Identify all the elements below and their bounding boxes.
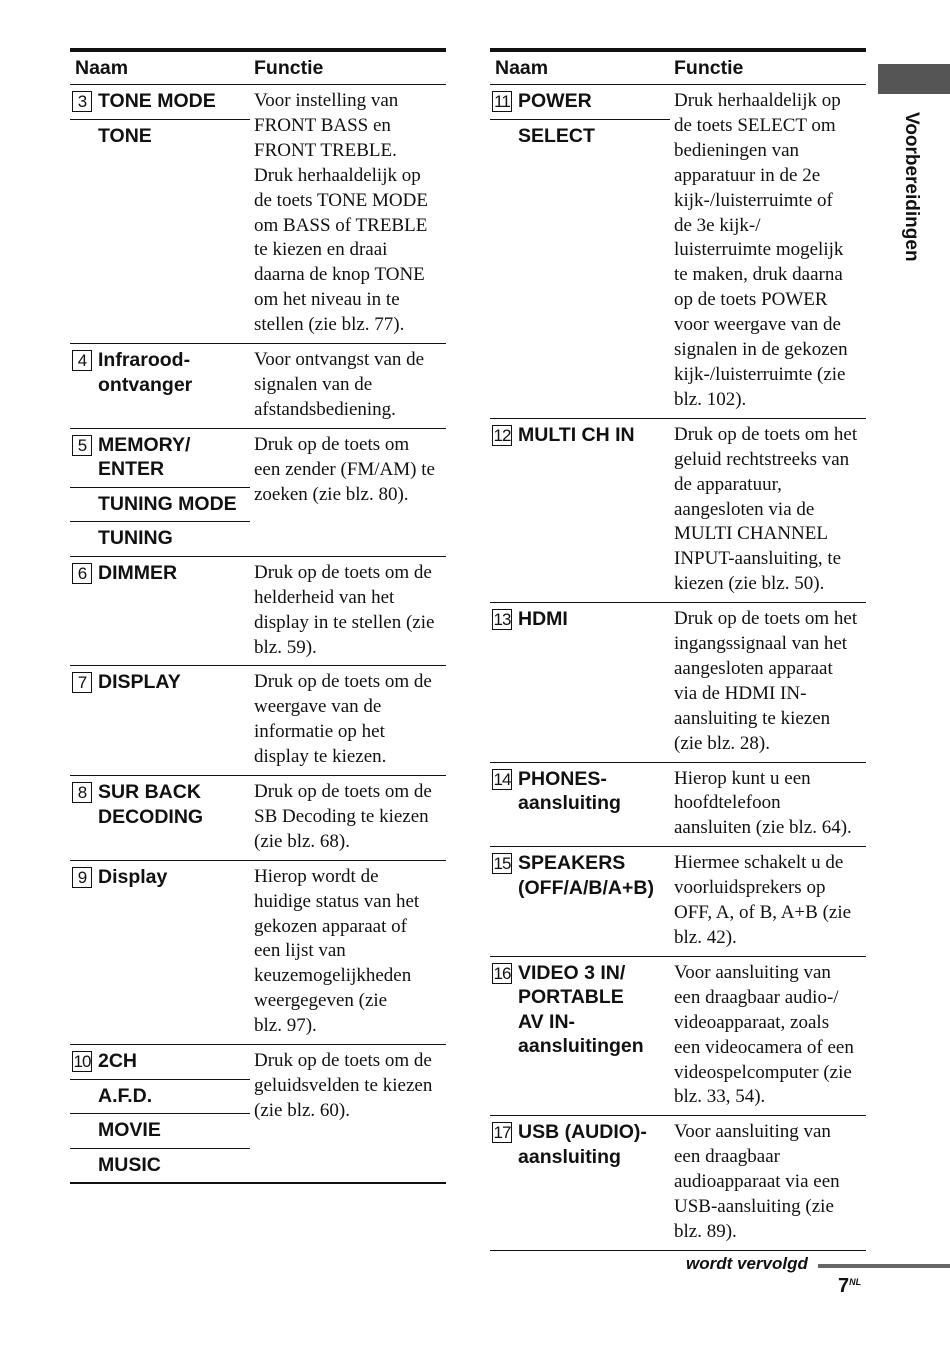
item-name-text: MUSIC [98,1153,161,1176]
item-function-text: Voor aansluiting van een draagbaar audioapparaat via een USB-aansluiting (zie blz. 89). [674,1121,840,1242]
item-name [70,119,250,154]
item-function-text: Druk op de toets om de weergave van de informatie op het display te kiezen. [254,671,432,768]
item-function-text: Hiermee schakelt u de voorluidsprekers op OFF, A, of B, A+B (zie blz. 42). [674,852,852,948]
item-name-text: USB (AUDIO)- aansluiting [518,1121,647,1168]
item-function-cell [250,666,446,776]
item-name-cell [70,666,250,776]
item-name [70,1148,250,1183]
item-name-text: VIDEO 3 IN/ PORTABLE AV IN- aansluitingen [518,961,644,1058]
table-header [70,50,446,85]
item-name-text: MEMORY/ ENTER [98,433,191,481]
item-number-badge: 11 [492,91,512,112]
item-name-text: A.F.D. [98,1084,153,1107]
item-name-cell [70,428,250,556]
item-name [70,487,250,522]
table-row [490,603,866,762]
item-function-cell [250,85,446,344]
table-row [70,666,446,776]
item-number-badge: 16 [493,963,511,983]
table-row [490,418,866,602]
item-name [70,557,250,591]
header-naam: Naam [490,50,670,85]
item-number-badge: 17 [493,1123,511,1143]
item-name [70,1079,250,1114]
item-name-cell [70,556,250,666]
table-row [490,956,866,1115]
right-column [490,48,866,1251]
item-function-text: Hierop kunt u een hoofdtelefoon aansluiten (zie blz. 64). [674,767,852,839]
item-name-cell [490,85,670,419]
item-function-cell [250,1045,446,1184]
item-function-text: Druk op de toets om de SB Decoding te kiezen (zie blz. 68). [254,781,432,852]
item-name [490,119,670,154]
item-name-text: TONE MODE [98,90,216,112]
item-name-text: TUNING MODE [98,492,237,515]
item-number-spacer [72,124,92,149]
item-number-badge: 3 [72,91,92,112]
table-row [70,776,446,861]
item-name-text: DIMMER [98,561,178,584]
item-function-text: Druk op de toets om een zender (FM/AM) te zoeken (zie blz. 80). [254,433,435,505]
item-function-cell [670,603,866,762]
item-function-cell [250,776,446,861]
page-number-value: 7 [838,1275,850,1297]
item-name-text: MULTI CH IN [518,423,635,446]
item-name-cell [490,847,670,957]
item-number-badge: 15 [493,854,511,874]
item-name-text: 2CH [98,1050,138,1073]
table-row [490,762,866,847]
item-function-text: Druk op de toets om de helderheid van het display in te stellen (zie blz. 59). [254,561,435,658]
header-functie: Functie [670,50,866,85]
item-name-text: Display [98,865,168,888]
table-row [490,1116,866,1251]
item-number-badge: 7 [72,672,92,693]
item-function-text: Voor ontvangst van de signalen van de afstandsbediening. [254,349,425,420]
item-number-spacer [492,124,512,149]
table-row [70,860,446,1044]
item-name-text: SPEAKERS (OFF/A/B/A+B) [518,852,654,899]
item-name [490,85,670,119]
item-number-spacer [72,1153,92,1178]
item-name-cell [70,776,250,861]
continued-rule [818,1264,950,1268]
section-tab [878,64,950,94]
item-name [70,666,250,700]
item-function-cell [250,344,446,429]
left-table [70,48,446,1184]
item-name [70,344,250,402]
item-function-cell [670,1116,866,1251]
item-name-text: DISPLAY [98,671,181,694]
item-function-cell [250,428,446,556]
table-row [70,344,446,429]
item-function-text: Druk op de toets om het geluid rechtstreeks van de apparatuur, aangesloten via de MULTI CHANNEL INPUT-aansluiting, te kiezen (zie blz. 50). [674,423,858,595]
item-function-text: Druk op de toets om de geluidsvelden te kiezen (zie blz. 60). [254,1050,433,1121]
item-name [70,521,250,556]
item-name-text: Infrarood- ontvanger [98,349,193,396]
item-name-text: TUNING [98,527,173,550]
table-header [490,50,866,85]
table-row [70,85,446,344]
header-naam: Naam [70,50,250,85]
item-number-badge: 5 [72,435,92,456]
item-number-spacer [72,1118,92,1143]
item-function-cell [250,556,446,666]
header-functie: Functie [250,50,446,85]
item-name-cell [490,603,670,762]
item-function-cell [670,85,866,419]
item-number-badge: 14 [493,769,511,789]
item-name-cell [490,1116,670,1251]
page-number [838,1275,861,1298]
item-name [70,1045,250,1079]
item-number-badge: 12 [493,425,511,445]
item-name [70,776,250,834]
item-name [70,85,250,119]
item-name [70,861,250,895]
item-function-text: Voor aansluiting van een draagbaar audio-/ videoapparaat, zoals een videocamera of een videospelcomputer (zie blz. 33, 54). [674,961,854,1108]
item-name [490,763,670,821]
item-name [490,603,670,637]
item-name-text: HDMI [518,608,568,631]
item-name-cell [490,762,670,847]
item-name-cell [70,860,250,1044]
table-row [70,428,446,556]
item-function-text: Hierop wordt de huidige status van het gekozen apparaat of een lijst van keuzemogelijkheden weergegeven (zie blz. 97). [254,865,420,1037]
item-function-cell [250,860,446,1044]
item-name [490,847,670,905]
item-function-cell [670,418,866,602]
table-row [70,556,446,666]
item-name-text: PHONES- aansluiting [518,767,621,815]
item-name [70,429,250,487]
item-name-text: POWER [518,90,592,112]
continued-label: wordt vervolgd [686,1254,808,1273]
item-name-text: SUR BACK DECODING [98,781,204,828]
item-number-badge: 6 [72,563,92,584]
item-function-text: Druk op de toets om het ingangssignaal van het aangesloten apparaat via de HDMI IN- aansluiting te kiezen (zie blz. 28). [674,608,858,754]
item-number-spacer [72,1084,92,1109]
item-name [490,957,670,1064]
item-function-cell [670,956,866,1115]
item-name [490,1116,670,1174]
item-name [490,419,670,453]
page-number-suffix: NL [849,1277,862,1287]
item-name-cell [70,85,250,344]
right-table [490,48,866,1251]
table-row [70,1045,446,1184]
item-name-text: MOVIE [98,1119,161,1142]
section-label: Voorbereidingen [901,112,922,262]
item-name-text: TONE [98,124,152,147]
item-number-badge: 4 [72,350,92,371]
item-name-cell [70,344,250,429]
item-number-badge: 8 [72,782,92,803]
item-number-spacer [72,492,92,517]
table-row [490,847,866,957]
item-function-text: Voor instelling van FRONT BASS en FRONT TREBLE. Druk herhaaldelijk op de toets TONE MODE om BASS of TREBLE te kiezen en draai daarna de knop TONE om het niveau in te stellen (zie blz. 77). [254,90,428,336]
item-name [70,1113,250,1148]
table-row [490,85,866,419]
item-number-badge: 9 [72,867,92,888]
item-function-text: Druk herhaaldelijk op de toets SELECT om bedieningen van apparatuur in de 2e kijk-/luisterruimte of de 3e kijk-/ luisterruimte mogelijk te maken, druk daarna op de toets POWER voor weergave van de signalen in de gekozen kijk-/luisterruimte (zie blz. 102). [674,90,848,410]
item-name-cell [490,956,670,1115]
item-number-badge: 13 [493,610,511,630]
left-column [70,48,446,1184]
item-name-cell [70,1045,250,1184]
item-function-cell [670,762,866,847]
item-name-cell [490,418,670,602]
item-name-text: SELECT [518,124,595,147]
item-number-spacer [72,526,92,551]
item-number-badge: 10 [73,1052,91,1072]
item-function-cell [670,847,866,957]
